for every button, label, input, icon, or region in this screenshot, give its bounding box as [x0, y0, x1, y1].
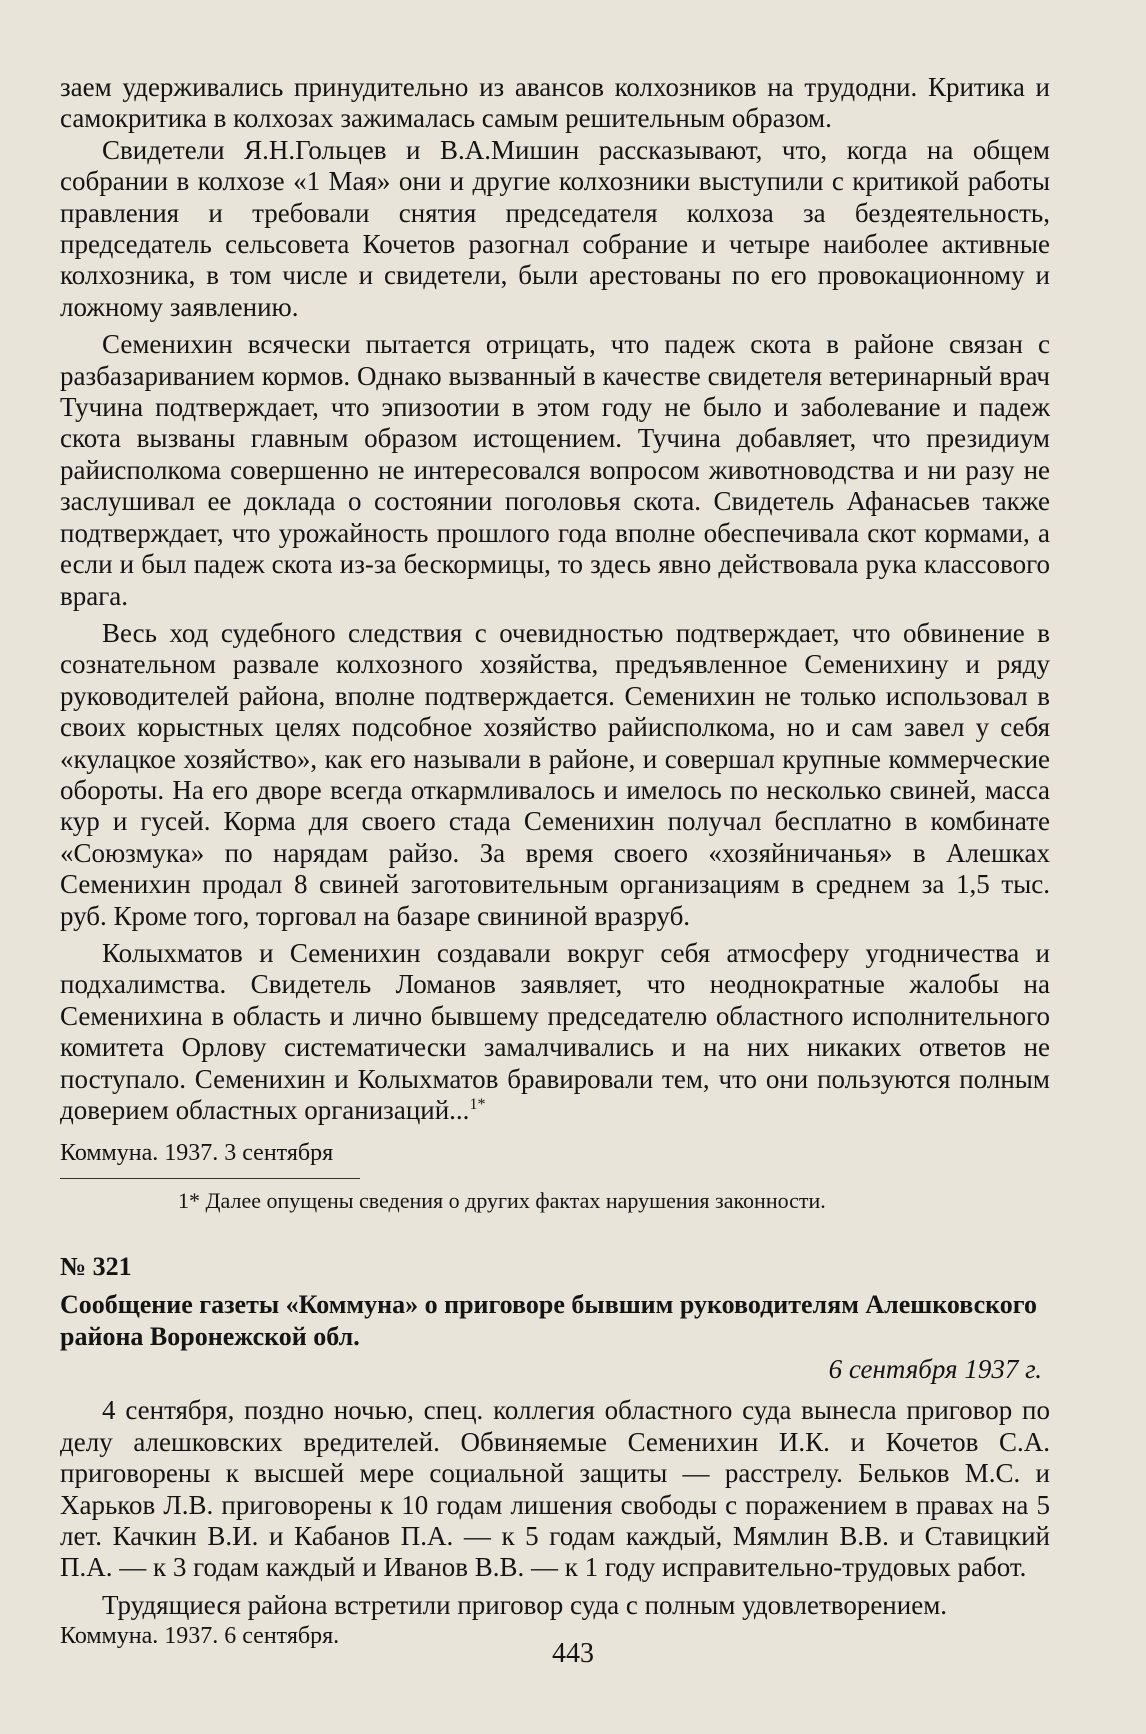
footnote-separator [60, 1178, 360, 1179]
body-paragraph-4: Весь ход судебного следствия с очевидностью подтверждает, что обвинение в сознательном развале колхозного хозяйства, предъявленное Семенихину и ряду руководителей района, вполне подтверждается. Семенихин не только использовал в своих корыстных целях подсобное хозяйство райисполкома, но и сам завел у себя «кулацкое хозяйство», как его называли в районе, и совершал крупные коммерческие обороты. На его дворе всегда откармливалось и имелось по несколько свиней, масса кур и гусей. Корма для своего стада Семенихин получал бесплатно в комбинате «Союзмука» по нарядам райзо. За время своего «хозяйничанья» в Алешках Семенихин продал 8 свиней заготовительным организациям в среднем за 1,5 тыс. руб. Кроме того, торговал на базаре свининой вразруб. [60, 617, 1050, 931]
body-paragraph-3: Семенихин всячески пытается отрицать, что падеж скота в районе связан с разбазариванием кормов. Однако вызванный в качестве свидетеля ветеринарный врач Тучина подтверждает, что эпизоотии в этом году не было и заболевание и падеж скота вызваны главным образом истощением. Тучина добавляет, что президиум райисполкома совершенно не интересовался вопросом животноводства и ни разу не заслушивал ее доклада о состоянии поголовья скота. Свидетель Афанасьев также подтверждает, что урожайность прошлого года вполне обеспечивала скот кормами, а если и был падеж скота из-за бескормицы, то здесь явно действовала рука классового врага. [60, 329, 1050, 611]
body-paragraph-2: Свидетели Я.Н.Гольцев и В.А.Мишин рассказывают, что, когда на общем собрании в колхозе «1 Мая» они и другие колхозники выступили с критикой работы правления и требовали снятия председателя колхоза за бездеятельность, председатель сельсовета Кочетов разогнал собрание и четыре наиболее активные колхозника, в том числе и свидетели, были арестованы по его провокационному и ложному заявлению. [60, 134, 1050, 322]
source-citation-2: Коммуна. 1937. 6 сентября. [60, 1623, 340, 1650]
page-number: 443 [552, 1638, 594, 1669]
footnote-text: 1* Далее опущены сведения о других фактах нарушения законности. [178, 1188, 826, 1214]
body-paragraph-1: заем удерживались принудительно из авансов колхозников на трудодни. Критика и самокритика в колхозах зажималась самым решительным образом. [60, 72, 1050, 134]
page-content [60, 72, 1050, 1651]
document-number: № 321 [60, 1252, 132, 1282]
footnote-marker: 1* [469, 1096, 486, 1113]
document-paragraph-2: Трудящиеся района встретили приговор суда с полным удовлетворением. [102, 1589, 948, 1620]
document-date: 6 сентября 1937 г. [828, 1354, 1042, 1385]
document-paragraph-1: 4 сентября, поздно ночью, спец. коллегия областного суда вынесла приговор по делу алешковских вредителей. Обвиняемые Семенихин И.К. и Кочетов С.А. приговорены к высшей мере социальной защиты — расстрелу. Бельков М.С. и Харьков Л.В. приговорены к 10 годам лишения свободы с поражением в правах на 5 лет. Качкин В.И. и Кабанов П.А. — к 5 годам каждый, Мямлин В.В. и Ставицкий П.А. — к 3 годам каждый и Иванов В.В. — к 1 году исправительно-трудовых работ. [60, 1395, 1050, 1583]
document-title: Сообщение газеты «Коммуна» о приговоре бывшим руководителям Алешковского района Воронежской обл. [60, 1290, 1037, 1352]
body-paragraph-5-text: Колыхматов и Семенихин создавали вокруг себя атмосферу угодничества и подхалимства. Свидетель Ломанов заявляет, что неоднократные жалобы на Семенихина в область и лично бывшему председателю областного исполнительного комитета Орлову систематически замалчивались и на них никаких ответов не поступало. Семенихин и Колыхматов бравировали тем, что они пользуются полным доверием областных организаций... [60, 937, 1050, 1125]
body-paragraph-5 [60, 938, 1050, 1126]
source-citation-1: Коммуна. 1937. 3 сентября [60, 1140, 334, 1167]
